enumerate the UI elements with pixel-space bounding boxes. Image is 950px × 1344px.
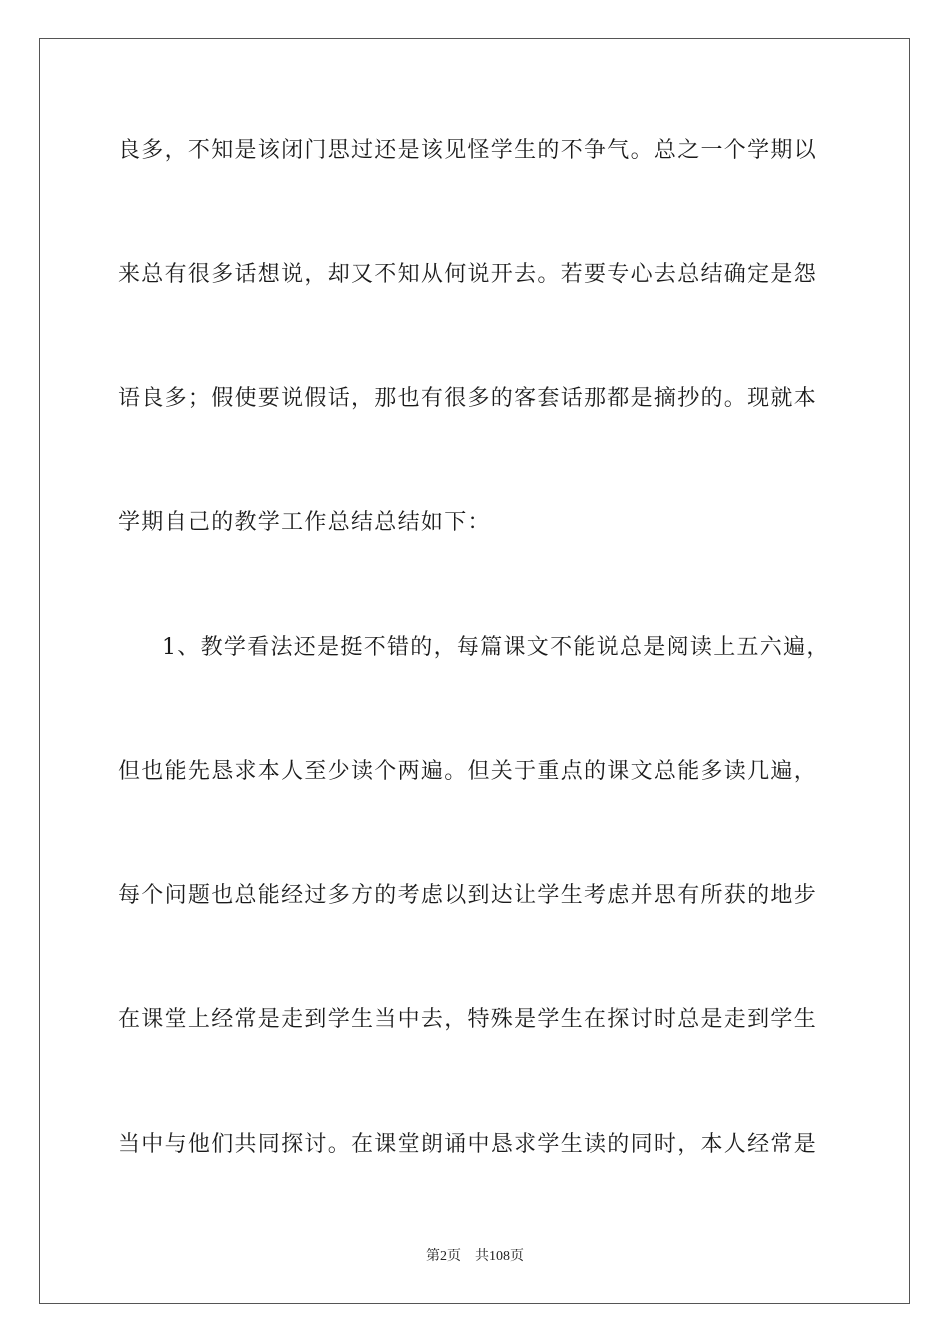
text-line: 当中与他们共同探讨。在课堂朗诵中恳求学生读的同时，本人经常是: [118, 1132, 818, 1157]
text-line: 良多，不知是该闭门思过还是该见怪学生的不争气。总之一个学期以: [118, 138, 818, 163]
text-line: 来总有很多话想说，却又不知从何说开去。若要专心去总结确定是怨: [118, 262, 818, 287]
page-border: [39, 38, 910, 1304]
page-footer: [0, 1245, 950, 1265]
text-line: 语良多；假使要说假话，那也有很多的客套话那都是摘抄的。现就本: [118, 386, 818, 411]
text-line: 在课堂上经常是走到学生当中去，特殊是学生在探讨时总是走到学生: [118, 1007, 818, 1032]
text-line: 学期自己的教学工作总结总结如下：: [118, 510, 491, 535]
paragraph-first-line: 1、教学看法还是挺不错的，每篇课文不能说总是阅读上五六遍，: [162, 635, 830, 660]
page-total: 共108页: [475, 1249, 524, 1264]
text-line: 但也能先恳求本人至少读个两遍。但关于重点的课文总能多读几遍，: [118, 759, 818, 784]
text-line: 每个问题也总能经过多方的考虑以到达让学生考虑并思有所获的地步: [118, 883, 818, 908]
page-number: 第2页: [426, 1249, 461, 1264]
